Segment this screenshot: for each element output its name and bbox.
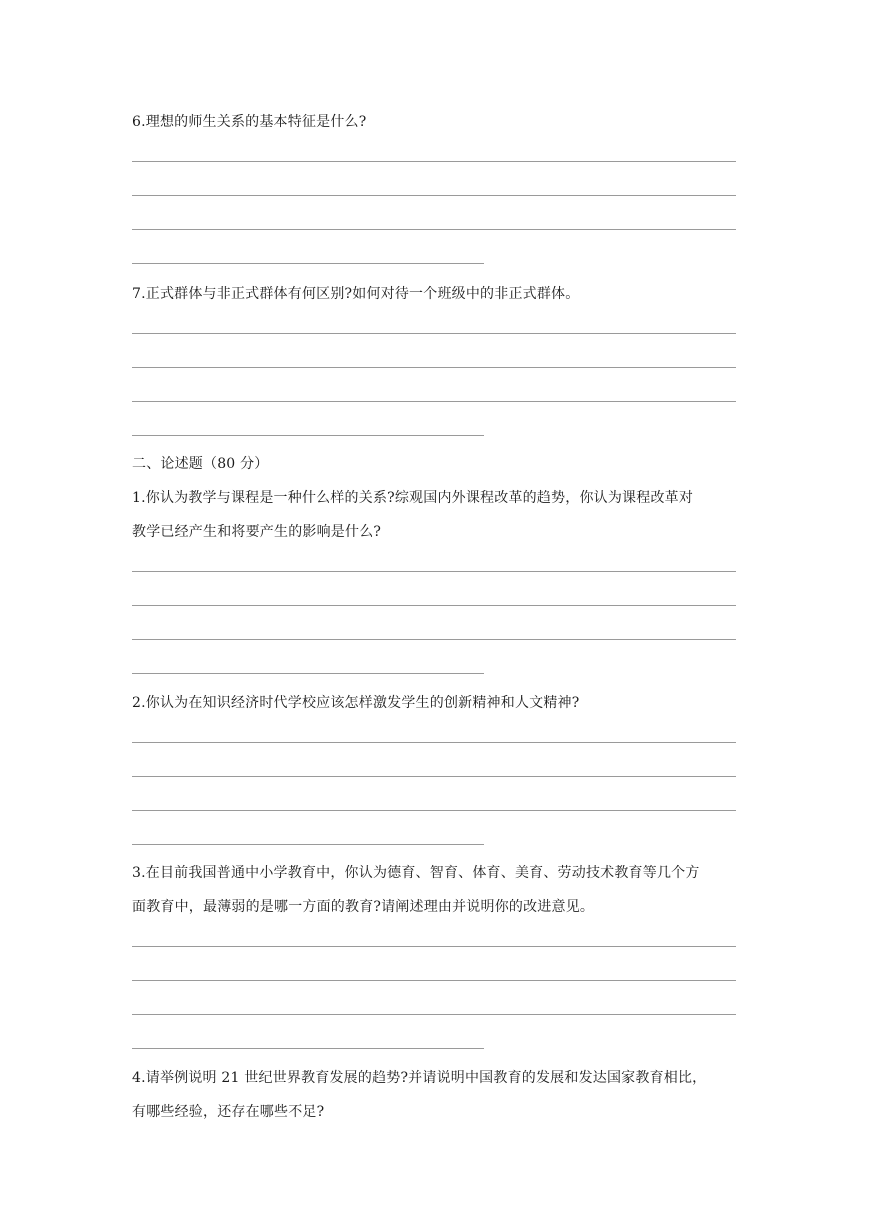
answer-line [132, 605, 736, 606]
essay-question-1-line-2: 教学已经产生和将要产生的影响是什么? [132, 524, 382, 540]
essay-question-4-line-1: 4.请举例说明 21 世纪世界教育发展的趋势?并请说明中国教育的发展和发达国家教育相比， [132, 1070, 707, 1086]
answer-line [132, 229, 736, 230]
answer-line [132, 742, 736, 743]
answer-line [132, 1048, 484, 1049]
essay-question-2: 2.你认为在知识经济时代学校应该怎样激发学生的创新精神和人文精神? [132, 695, 580, 711]
answer-line [132, 571, 736, 572]
essay-question-1-line-1: 1.你认为教学与课程是一种什么样的关系?综观国内外课程改革的趋势，你认为课程改革对 [132, 490, 694, 506]
answer-line [132, 333, 736, 334]
answer-line [132, 263, 484, 264]
answer-line [132, 810, 736, 811]
essay-question-3-line-1: 3.在目前我国普通中小学教育中，你认为德育、智育、体育、美育、劳动技术教育等几个方 [132, 865, 700, 881]
answer-line [132, 195, 736, 196]
answer-line [132, 844, 484, 845]
question-7: 7.正式群体与非正式群体有何区别?如何对待一个班级中的非正式群体。 [132, 286, 580, 302]
answer-line [132, 776, 736, 777]
essay-question-3-line-2: 面教育中，最薄弱的是哪一方面的教育?请阐述理由并说明你的改进意见。 [132, 899, 595, 915]
answer-line [132, 946, 736, 947]
question-6: 6.理想的师生关系的基本特征是什么? [132, 114, 367, 130]
answer-line [132, 639, 736, 640]
answer-line [132, 161, 736, 162]
answer-line [132, 1014, 736, 1015]
answer-line [132, 367, 736, 368]
essay-question-4-line-2: 有哪些经验，还存在哪些不足? [132, 1104, 325, 1120]
answer-line [132, 401, 736, 402]
answer-line [132, 435, 484, 436]
section-heading: 二、论述题（80 分） [132, 456, 269, 472]
answer-line [132, 673, 484, 674]
answer-line [132, 980, 736, 981]
